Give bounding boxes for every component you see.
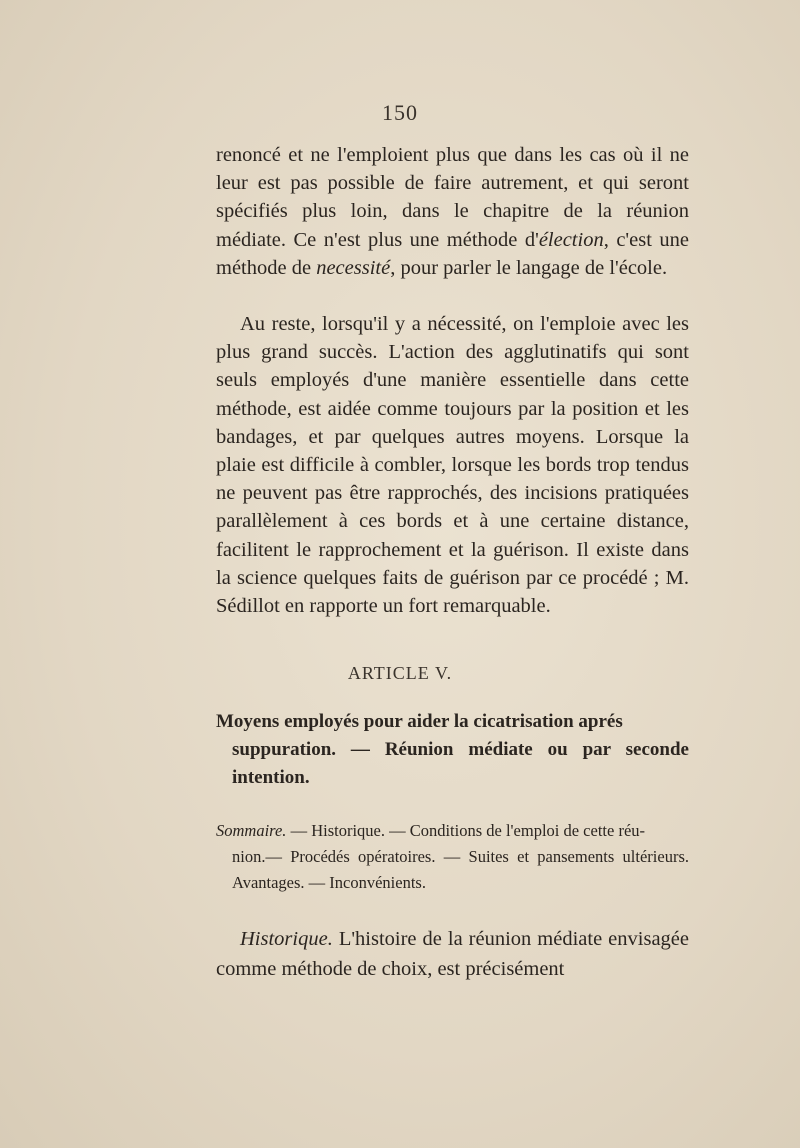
- paragraph-text: Au reste, lorsqu'il y a nécessité, on l'emploie avec les plus grand succès. L'action des agglutinatifs qui sont seuls employés d'une manière essentielle dans cette méthode, est aidée comme toujours par la position et les bandages, et par quelques autres moyens. Lorsque la plaie est difficile à combler, lorsque les bords trop tendus ne peuvent pas être rapprochés, des incisions pratiquées parallèlement à ces bords et à une certaine distance, facilitent le rapprochement et la guérison. Il existe dans la science quelques faits de guérison par ce procédé ; M. Sédillot en rapporte un fort remarquable.: [216, 313, 689, 618]
- text-run: renoncé et ne l'emploient plus que dans les cas où il ne leur est pas possible de faire autrement, et qui seront spécifiés plus loin, dans le chapitre de la réunion médiate. Ce n'est plus une méthode d': [216, 144, 689, 251]
- section-title-line1: Moyens employés pour aider la cicatrisation aprés: [216, 711, 623, 732]
- summary-rest: nion.— Procédés opératoires. — Suites et pansements ultérieurs. Avantages. — Inconvénients.: [232, 847, 689, 892]
- italic-election: élection: [538, 228, 604, 251]
- summary: [216, 818, 689, 896]
- text-run: , c'est une méthode de: [216, 228, 689, 279]
- paragraph-au-reste: [216, 310, 689, 620]
- history-label: Historique.: [240, 928, 333, 950]
- section-title-rest: suppuration. — Réunion médiate ou par seconde intention.: [232, 739, 689, 788]
- article-heading: ARTICLE V.: [347, 663, 453, 683]
- history-paragraph: [216, 924, 689, 984]
- italic-necessite: necessité: [316, 256, 391, 279]
- section-title: [216, 708, 689, 792]
- page-number: 150: [382, 100, 418, 125]
- history-text: L'histoire de la réunion médiate envisagée comme méthode de choix, est précisément: [216, 928, 689, 980]
- summary-line1: — Historique. — Conditions de l'emploi de cette réu-: [286, 821, 646, 840]
- summary-label: Sommaire.: [216, 821, 287, 840]
- text-run: , pour parler le langage de l'école.: [390, 256, 668, 279]
- paragraph-continuation: [216, 141, 689, 282]
- paragraph-text: [216, 141, 689, 282]
